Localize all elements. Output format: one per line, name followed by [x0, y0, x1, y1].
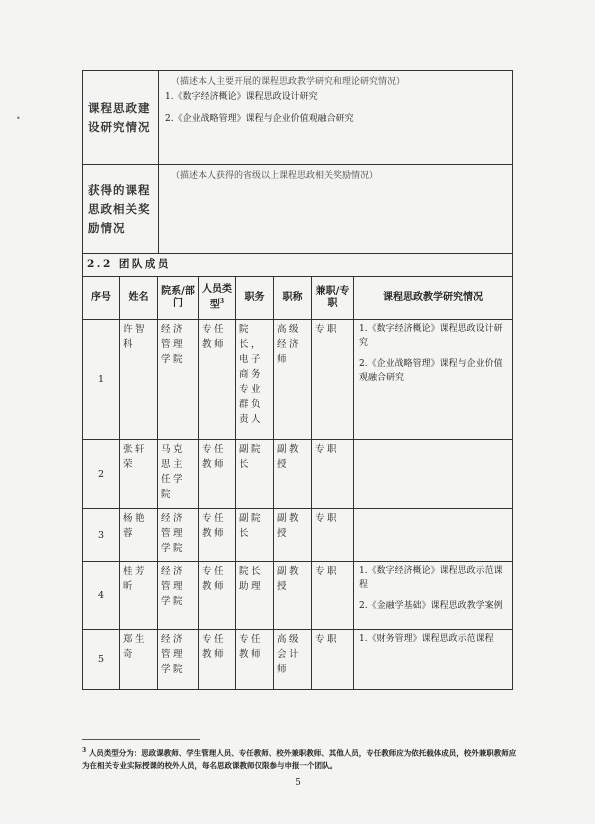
research-line: 2.《企业战略管理》课程与企业价值观融合研究 — [359, 359, 503, 383]
research-line: 1.《数字经济概论》课程思政设计研究 — [359, 324, 503, 348]
cell-post: 院长助理 — [236, 562, 274, 630]
footnote-marker: 3 — [82, 747, 87, 754]
cell-type: 专任教师 — [199, 320, 236, 440]
table-row — [83, 509, 513, 562]
cell-post: 院长，电子商务专业群负责人 — [236, 320, 274, 440]
cell-name: 桂芳昕 — [120, 562, 158, 630]
cell-title: 高级经济师 — [274, 320, 312, 440]
footnote — [82, 745, 522, 772]
cell-seq: 1 — [83, 320, 120, 440]
cell-research — [354, 562, 513, 630]
header-post: 职务 — [236, 277, 274, 320]
cell-name: 张轩荣 — [120, 440, 158, 509]
cell-type: 专任教师 — [199, 562, 236, 630]
header-type — [199, 277, 236, 320]
cell-seq: 2 — [83, 440, 120, 509]
cell-name: 杨艳蓉 — [120, 509, 158, 562]
awards-row — [83, 165, 513, 254]
awards-content — [159, 165, 513, 254]
cell-parttime: 专职 — [312, 562, 354, 630]
section-title: 2.2 团队成员 — [83, 254, 513, 277]
margin-mark: • — [16, 114, 21, 123]
header-parttime: 兼职/专职 — [312, 277, 354, 320]
research-content — [159, 71, 513, 165]
cell-type: 专任教师 — [199, 440, 236, 509]
research-awards-table — [82, 70, 513, 254]
awards-hint: （描述本人获得的省级以上课程思政相关奖励情况） — [171, 171, 379, 181]
research-hint: （描述本人主要开展的课程思政教学研究和理论研究情况） — [171, 77, 406, 87]
table-row — [83, 320, 513, 440]
cell-post: 副院长 — [236, 440, 274, 509]
team-members-table — [82, 253, 513, 690]
research-line: 2.《金融学基础》课程思政教学案例 — [359, 601, 503, 611]
cell-research — [354, 440, 513, 509]
cell-title: 副教授 — [274, 509, 312, 562]
cell-research — [354, 320, 513, 440]
cell-parttime: 专职 — [312, 630, 354, 690]
cell-type: 专任教师 — [199, 630, 236, 690]
cell-dept: 经济管理学院 — [158, 320, 199, 440]
footnote-ref: 3 — [219, 298, 225, 306]
header-name: 姓名 — [120, 277, 158, 320]
header-seq: 序号 — [83, 277, 120, 320]
cell-name: 郑生奇 — [120, 630, 158, 690]
cell-seq: 5 — [83, 630, 120, 690]
table-row — [83, 440, 513, 509]
cell-dept: 经济管理学院 — [158, 562, 199, 630]
research-label: 课程思政建设研究情况 — [83, 71, 159, 165]
table-row — [83, 630, 513, 690]
research-line: 1.《数字经济概论》课程思政示范课程 — [359, 566, 503, 590]
research-item: 2.《企业战略管理》课程与企业价值观融合研究 — [165, 114, 354, 124]
footnote-text: 人员类型分为：思政课教师、学生管理人员、专任教师、校外兼职教师、其他人员，专任教师应为依托载体成员，校外兼职教师应为在相关专业实际授课的校外人员，每名思政课教师仅限参与申报一个团队。 — [82, 748, 517, 770]
research-item: 1.《数字经济概论》课程思政设计研究 — [165, 92, 318, 102]
cell-title: 副教授 — [274, 440, 312, 509]
cell-research — [354, 630, 513, 690]
research-row — [83, 71, 513, 165]
header-type-label: 人员类型 — [202, 284, 232, 311]
header-dept: 院系/部门 — [158, 277, 199, 320]
cell-post: 专任教师 — [236, 630, 274, 690]
header-title: 职称 — [274, 277, 312, 320]
header-research: 课程思政教学研究情况 — [354, 277, 513, 320]
cell-research — [354, 509, 513, 562]
table-header-row — [83, 277, 513, 320]
cell-seq: 3 — [83, 509, 120, 562]
cell-dept: 经济管理学院 — [158, 630, 199, 690]
table-row — [83, 562, 513, 630]
awards-label: 获得的课程思政相关奖励情况 — [83, 165, 159, 254]
cell-title: 副教授 — [274, 562, 312, 630]
cell-type: 专任教师 — [199, 509, 236, 562]
cell-title: 高级会计师 — [274, 630, 312, 690]
cell-parttime: 专职 — [312, 509, 354, 562]
cell-name: 许智科 — [120, 320, 158, 440]
page-number: 5 — [295, 778, 301, 788]
cell-seq: 4 — [83, 562, 120, 630]
cell-dept: 经济管理学院 — [158, 509, 199, 562]
footnote-divider — [82, 739, 200, 740]
research-line: 1.《财务管理》课程思政示范课程 — [359, 634, 494, 644]
cell-parttime: 专职 — [312, 440, 354, 509]
section-title-row — [83, 254, 513, 277]
cell-dept: 马克思主任学院 — [158, 440, 199, 509]
cell-post: 副院长 — [236, 509, 274, 562]
cell-parttime: 专职 — [312, 320, 354, 440]
